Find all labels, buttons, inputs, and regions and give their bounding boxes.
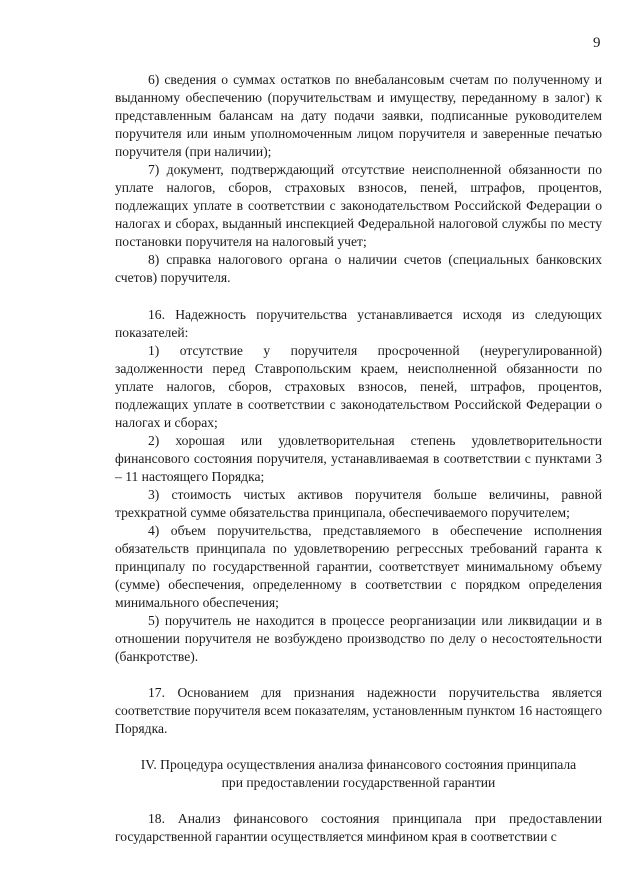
page-number: 9	[593, 35, 601, 51]
indicator-3-paragraph: 3) стоимость чистых активов поручителя больше величины, равной трехкратной сумме обязательства принципала, обеспечиваемого поручителем;	[115, 487, 602, 520]
clause-17-paragraph: 17. Основанием для признания надежности поручительства является соответствие поручителя всем показателям, установленным пунктом 16 настоящего Порядка.	[115, 685, 602, 736]
clause-16-paragraph: 16. Надежность поручительства устанавливается исходя из следующих показателей:	[115, 307, 602, 340]
indicator-2-paragraph: 2) хорошая или удовлетворительная степень удовлетворительности финансового состояния поручителя, устанавливаемая в соответствии с пунктами 3 – 11 настоящего Порядка;	[115, 433, 602, 484]
section-heading: IV. Процедура осуществления анализа финансового состояния принципала при предоставлении государственной гарантии	[140, 757, 577, 790]
item-8-paragraph: 8) справка налогового органа о наличии счетов (специальных банковских счетов) поручителя.	[115, 252, 602, 285]
indicator-5-paragraph: 5) поручитель не находится в процессе реорганизации или ликвидации и в отношении поручителя не возбуждено производство по делу о несостоятельности (банкротстве).	[115, 613, 602, 664]
item-6-paragraph: 6) сведения о суммах остатков по внебалансовым счетам по полученному и выданному обеспечению (поручительствам и имуществу, переданному в залог) к представленным балансам на дату подачи заявки, подписанные руководителем поручителя или иным уполномоченным лицом поручителя и заверенные печатью поручителя (при наличии);	[115, 72, 602, 159]
indicator-4-paragraph: 4) объем поручительства, представляемого в обеспечение исполнения обязательств принципала по удовлетворению регрессных требований гаранта к принципалу по государственной гарантии, соответствует минимальному объему (сумме) обеспечения, определенному в соответствии с порядком определения минимального обеспечения;	[115, 523, 602, 610]
item-7-paragraph: 7) документ, подтверждающий отсутствие неисполненной обязанности по уплате налогов, сборов, страховых взносов, пеней, штрафов, процентов, подлежащих уплате в соответствии с законодательством Российской Федерации о налогах и сборах, выданный инспекцией Федеральной налоговой службы по месту постановки поручителя на налоговый учет;	[115, 162, 602, 249]
clause-18-paragraph: 18. Анализ финансового состояния принципала при предоставлении государственной гарантии осуществляется минфином края в соответствии с	[115, 811, 602, 844]
document-body	[115, 71, 602, 846]
indicator-1-paragraph: 1) отсутствие у поручителя просроченной (неурегулированной) задолженности перед Ставропольским краем, неисполненной обязанности по уплате налогов, сборов, страховых взносов, пеней, штрафов, процентов, подлежащих уплате в соответствии с законодательством Российской Федерации о налогах и сборах;	[115, 343, 602, 430]
